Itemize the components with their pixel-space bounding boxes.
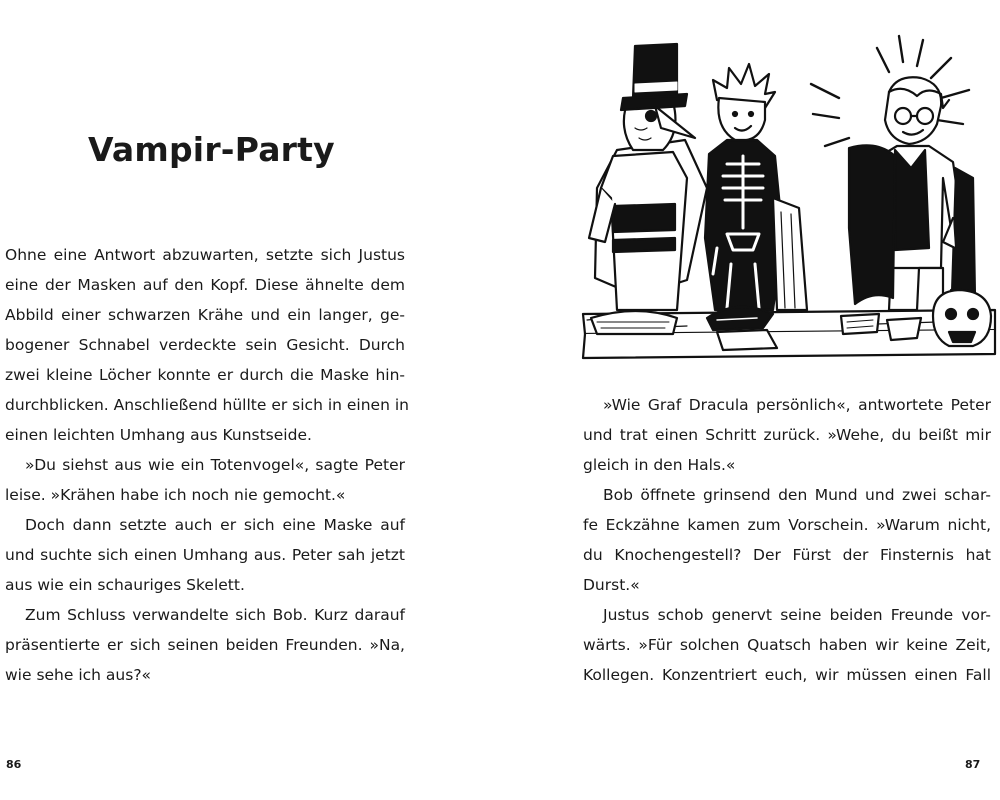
text-line: aus wie ein schauriges Skelett. [5, 576, 245, 594]
paragraph [5, 240, 409, 450]
page-number: 87 [965, 758, 981, 771]
paragraph [583, 600, 991, 690]
text-line: »Du siehst aus wie ein Totenvogel«, sagte Peter [25, 456, 405, 474]
text-line: wie sehe ich aus?« [5, 666, 152, 684]
vampire-cape-boy [811, 36, 975, 310]
paragraph [5, 600, 405, 690]
text-line: fe Eckzähne kamen zum Vorschein. »Warum nicht, [583, 516, 991, 534]
crow-mask-boy [589, 44, 707, 310]
page-number: 86 [6, 758, 22, 771]
text-line: du Knochengestell? Der Fürst der Finsternis hat [583, 546, 991, 564]
text-line: und trat einen Schritt zurück. »Wehe, du beißt mir [583, 426, 991, 444]
chapter-title: Vampir-Party [88, 130, 335, 169]
paragraph [5, 510, 405, 600]
text-line: Durst.« [583, 576, 640, 594]
right-page [500, 0, 1000, 800]
text-line: bogener Schnabel verdeckte sein Gesicht. Durch [5, 336, 405, 354]
text-line: zwei kleine Löcher konnte er durch die Maske hin- [5, 366, 405, 384]
text-line: leise. »Krähen habe ich noch nie gemocht.« [5, 486, 346, 504]
paragraph [5, 450, 405, 510]
text-line: Justus schob genervt seine beiden Freunde vor- [603, 606, 991, 624]
skeleton-costume-boy [705, 64, 807, 310]
text-line: eine der Masken auf den Kopf. Diese ähnelte dem [5, 276, 405, 294]
text-line: Zum Schluss verwandelte sich Bob. Kurz darauf [25, 606, 405, 624]
three-boys-in-costumes-illustration [577, 28, 1000, 374]
text-line: einen leichten Umhang aus Kunstseide. [5, 426, 312, 444]
text-line: Bob öffnete grinsend den Mund und zwei schar- [603, 486, 991, 504]
right-text-block [583, 390, 991, 690]
paragraph [583, 390, 991, 480]
text-line: »Wie Graf Dracula persönlich«, antwortete Peter [603, 396, 991, 414]
text-line: Kollegen. Konzentriert euch, wir müssen einen Fall [583, 666, 991, 684]
text-line: präsentierte er sich seinen beiden Freunden. »Na, [5, 636, 405, 654]
paragraph [583, 480, 991, 600]
text-line: gleich in den Hals.« [583, 456, 736, 474]
text-line: Ohne eine Antwort abzuwarten, setzte sich Justus [5, 246, 405, 264]
text-line: und suchte sich einen Umhang aus. Peter sah jetzt [5, 546, 405, 564]
text-line: durchblicken. Anschließend hüllte er sich in einen in [5, 396, 409, 414]
text-line: Doch dann setzte auch er sich eine Maske auf [25, 516, 405, 534]
left-text-block [5, 240, 409, 690]
text-line: wärts. »Für solchen Quatsch haben wir keine Zeit, [583, 636, 991, 654]
text-line: Abbild einer schwarzen Krähe und ein langer, ge- [5, 306, 405, 324]
